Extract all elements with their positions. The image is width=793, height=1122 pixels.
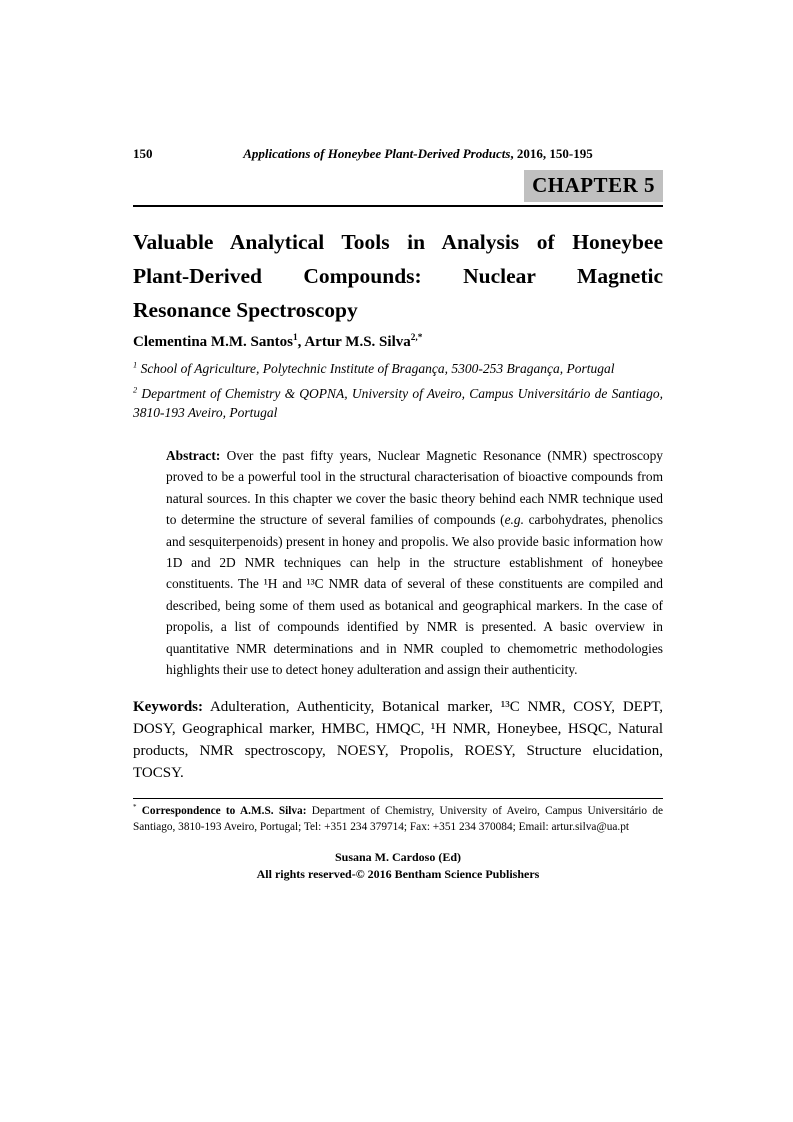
keywords-paragraph: [133, 696, 663, 784]
affiliation-2-mark: 2: [133, 385, 138, 395]
affiliation-1: [133, 359, 663, 378]
author-2-affmark: 2,*: [410, 333, 423, 343]
rights-line: All rights reserved-© 2016 Bentham Science Publishers: [256, 866, 540, 881]
footnote-text: Department of Chemistry, University of Aveiro, Campus Universitário de Santiago, 3810-193 Aveiro, Portugal; Tel: +351 234 379714; Fax: +351 234 370084; Email: artur.silva@ua.pt: [133, 805, 663, 834]
keywords-label: Keywords:: [133, 699, 203, 716]
authors-line: [133, 331, 663, 353]
chapter-title-line-2: Plant-Derived Compounds: Nuclear Magnetic: [133, 264, 663, 288]
keywords-text: Adulteration, Authenticity, Botanical marker, ¹³C NMR, COSY, DEPT, DOSY, Geographical marker, HMBC, HMQC, ¹H NMR, Honeybee, HSQC, Natural products, NMR spectroscopy, NOESY, Propolis, ROESY, Structure elucidation, TOCSY.: [133, 699, 663, 782]
chapter-title-line-3: Resonance Spectroscopy: [133, 298, 358, 322]
book-title-italic: Applications of Honeybee Plant-Derived Products: [243, 146, 511, 161]
affiliation-2: [133, 384, 663, 422]
affiliation-1-mark: 1: [133, 360, 138, 370]
chapter-title: [133, 225, 663, 327]
author-2-name: Artur M.S. Silva: [304, 334, 411, 350]
chapter-title-line-1: Valuable Analytical Tools in Analysis of Honeybee: [133, 230, 663, 254]
footnote-bold-lead: Correspondence to A.M.S. Silva:: [136, 805, 307, 818]
chapter-badge-row: [133, 170, 663, 202]
author-1-affmark: 1: [293, 333, 298, 343]
footnote-marker: *: [133, 803, 137, 812]
author-1-name: Clementina M.M. Santos: [133, 334, 293, 350]
page-content: [133, 146, 663, 882]
editor-line: Susana M. Cardoso (Ed): [334, 850, 462, 865]
publisher-footer: [133, 849, 663, 882]
abstract-text-1: Over the past fifty years, Nuclear Magnetic Resonance (NMR) spectroscopy proved to be a powerful tool in the structural characterisation of bioactive compounds from natural sources. In this chapter we cover the basic theory behind each NMR technique used to determine the structure of several families of compounds (: [166, 448, 663, 528]
book-title-pages: , 2016, 150-195: [510, 146, 593, 161]
running-header: [133, 146, 663, 164]
affiliation-1-text: School of Agriculture, Polytechnic Institute of Bragança, 5300-253 Bragança, Portugal: [137, 361, 615, 376]
author-separator: ,: [297, 334, 305, 350]
abstract-eg-italic: e.g.: [504, 512, 524, 528]
footnote-rule: [133, 798, 663, 799]
abstract-label: Abstract:: [166, 448, 221, 463]
page-number: 150: [133, 146, 153, 161]
abstract-paragraph: [166, 445, 663, 680]
running-title: [133, 146, 663, 162]
header-rule: [133, 205, 663, 207]
correspondence-footnote: [133, 803, 663, 835]
affiliation-2-text: Department of Chemistry & QOPNA, University of Aveiro, Campus Universitário de Santiago, 3810-193 Aveiro, Portugal: [133, 386, 663, 420]
abstract-text-2: carbohydrates, phenolics and sesquiterpenoids) present in honey and propolis. We also provide basic information how 1D and 2D NMR techniques can help in the structure establishment of honeybee constituents. The ¹H and ¹³C NMR data of several of these constituents are compiled and described, being some of them used as botanical and geographical markers. In the case of propolis, a list of compounds identified by NMR is presented. A basic overview in quantitative NMR determinations and in NMR coupled to chemometric methodologies highlights their use to detect honey adulteration and assign their authenticity.: [166, 512, 663, 678]
chapter-badge: CHAPTER 5: [524, 170, 663, 202]
